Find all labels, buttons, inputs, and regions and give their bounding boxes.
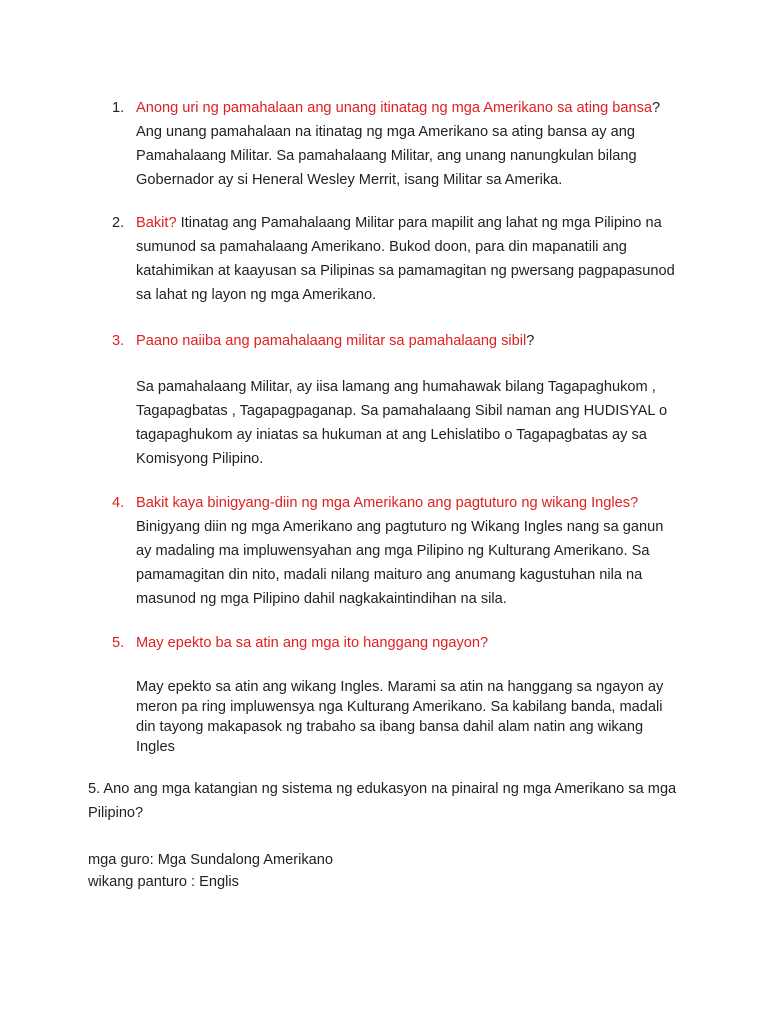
answer-text: Itinatag ang Pamahalaang Militar para mapilit ang lahat ng mga Pilipino na sumunod sa pamahalaang Amerikano. Bukod doon, para din mapanatili ang katahimikan at kaayusan sa Pilipinas sa pamamagitan ng pwersang pagpapasunod sa lahat ng layon ng mga Amerikano.	[136, 215, 675, 303]
question-text: Bakit kaya binigyang-diin ng mga Amerikano ang pagtuturo ng wikang Ingles?	[136, 495, 639, 511]
item-number: 4.	[112, 495, 125, 511]
question-text: Paano naiiba ang pamahalaang militar sa pamahalaang sibil	[136, 333, 527, 349]
answer-text: May epekto sa atin ang wikang Ingles. Marami sa atin na hanggang sa ngayon ay meron pa ring impluwensya nga Kulturang Amerikano. Sa kabilang banda, madali din tayong makapasok ng trabaho sa ibang bansa dahil alam natin ang wikang Ingles	[136, 679, 664, 755]
question-mark: ?	[526, 333, 535, 349]
question-text: Anong uri ng pamahalaan ang unang itinatag ng mga Amerikano sa ating bansa	[136, 100, 653, 116]
item-number: 2.	[112, 215, 125, 231]
question-text: May epekto ba sa atin ang mga ito hanggang ngayon?	[136, 635, 489, 651]
extra-line: wikang panturo : Englis	[88, 874, 239, 890]
item-number: 3.	[112, 333, 125, 349]
extra-question: 5. Ano ang mga katangian ng sistema ng edukasyon na pinairal ng mga Amerikano sa mga Pilipino?	[88, 781, 677, 821]
extra-line: mga guro: Mga Sundalong Amerikano	[88, 852, 334, 868]
list-item-1	[112, 96, 682, 192]
item-number: 1.	[112, 100, 125, 116]
list-item-4	[112, 491, 682, 611]
extra-lines	[88, 849, 688, 893]
question-mark: ?	[652, 100, 661, 116]
answer-text: Binigyang diin ng mga Amerikano ang pagtuturo ng Wikang Ingles nang sa ganun ay madaling ma impluwensyahan ang mga Pilipino ng Kulturang Amerikano. Sa pamamagitan din nito, madali nilang maituro ang anumang kagustuhan nila na masunod ng mga Pilipino dahil nagkakaintindihan na sila.	[136, 519, 664, 607]
item-number: 5.	[112, 635, 125, 651]
list-item-3	[112, 329, 682, 471]
list-item-5	[112, 631, 682, 757]
question-text: Bakit?	[136, 215, 177, 231]
list-item-2	[112, 211, 682, 307]
answer-text: Ang unang pamahalaan na itinatag ng mga Amerikano sa ating bansa ay ang Pamahalaang Militar. Sa pamahalaang Militar, ang unang nanungkulan bilang Gobernador ay si Heneral Wesley Merrit, isang Militar sa Amerika.	[136, 124, 637, 188]
answer-text: Sa pamahalaang Militar, ay iisa lamang ang humahawak bilang Tagapaghukom , Tagapagbatas , Tagapagpaganap. Sa pamahalaang Sibil naman ang HUDISYAL o tagapaghukom ay iniatas sa hukuman at ang Lehislatibo o Tagapagbatas ay sa Komisyong Pilipino.	[136, 379, 668, 467]
